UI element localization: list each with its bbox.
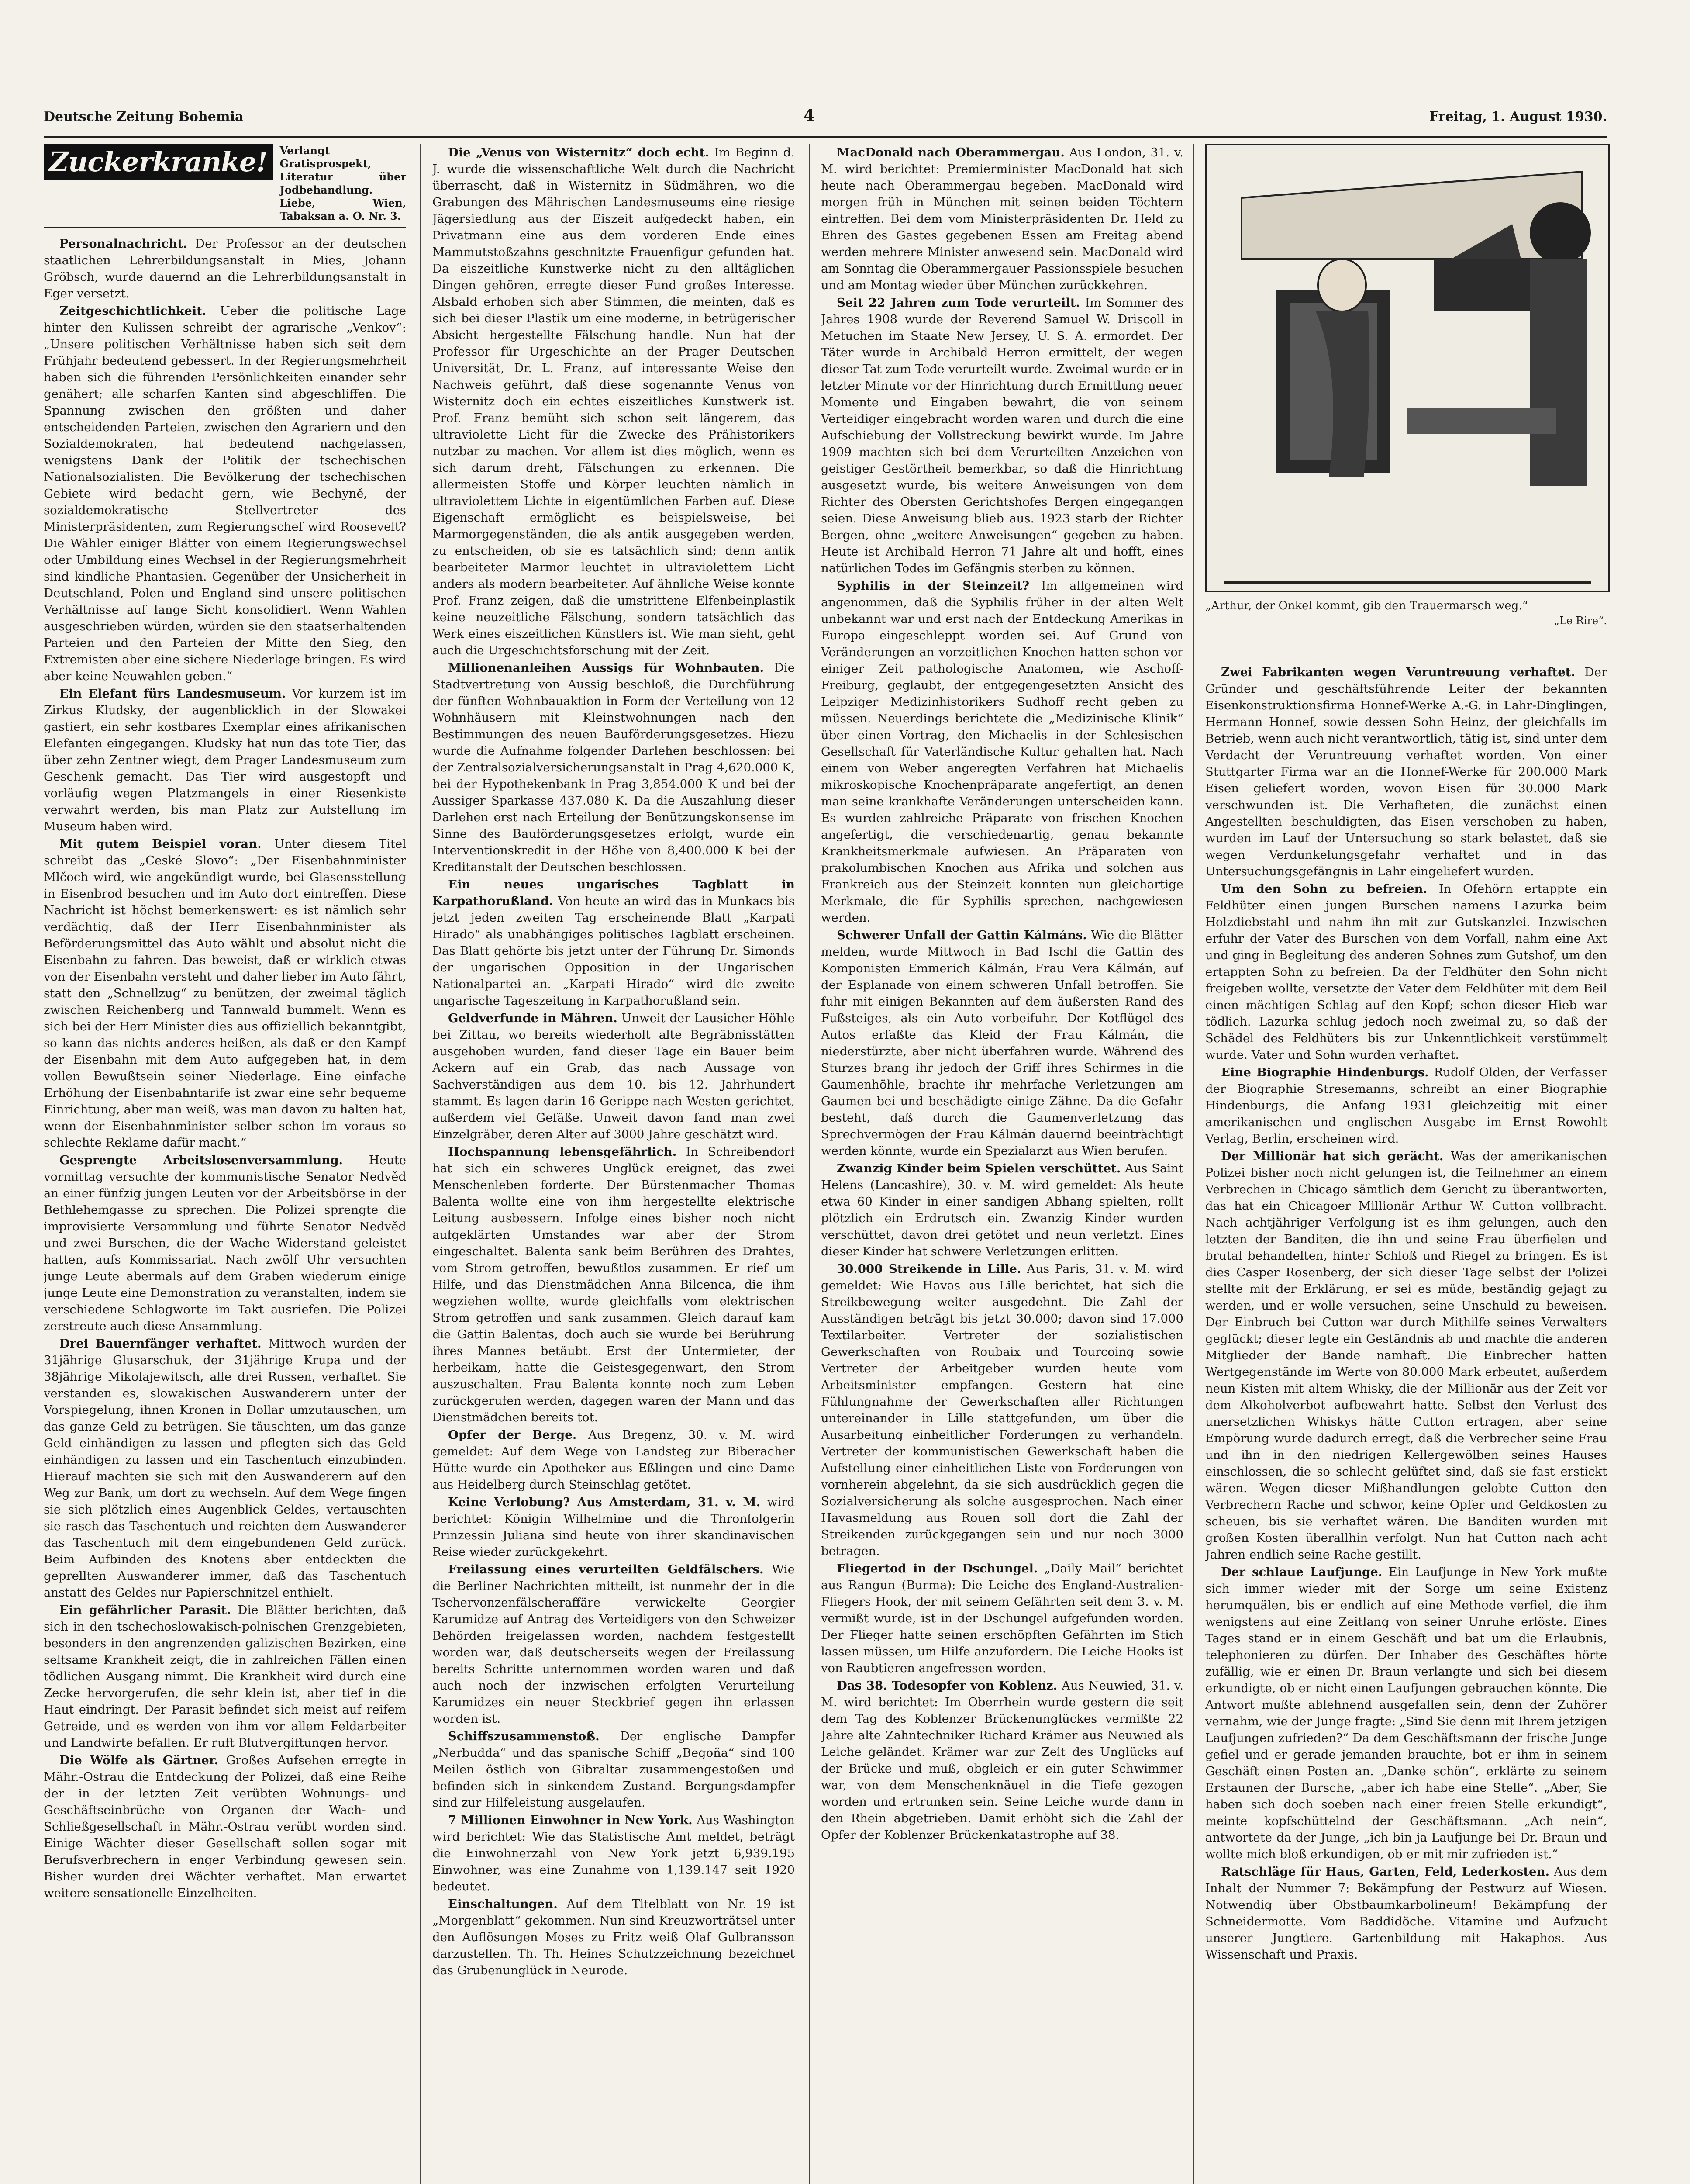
article-headline: Seit 22 Jahren zum Tode verurteilt. [837, 296, 1080, 310]
article [1205, 1564, 1607, 1863]
article [44, 1602, 406, 1751]
article-headline: Zeitgeschichtlichkeit. [59, 304, 207, 318]
article [821, 144, 1183, 294]
article-body: Unter diesem Titel schreibt das „Ceské Slovo“: „Der Eisenbahnminister Mlčoch wird, wie angekündigt wurde, bei Glasensstellung in Eisenbrod besuchen und im Auto dort eintreffen. Diese Nachricht ist höchst bemerkenswert: es ist nämlich sehr verdächtig, daß der Herr Eisenbahnminister als Beförderungsmittel das Auto wählt und absolut nicht die Eisenbahn zu fahren. Das beweist, daß er wirklich etwas von der Eisenbahn versteht und daher lieber im Auto fährt, statt den „Schnellzug“ zu benützen, der zweimal täglich zwischen Reichenberg und Tannwald bummelt. Wenn es sich bei der Herr Minister dies aus offiziellich bekanntgibt, so kann das nichts anderes heißen, als daß er den Kampf der Eisenbahn mit dem Auto aufgegeben hat, in dem vollen Bewußtsein seiner Niederlage. Eine einfache Erhöhung der Eisenbahntarife ist zwar eine sehr bequeme Einrichtung, aber man weiß, was man davon zu halten hat, wenn der Eisenbahnminister selber schon im voraus so schlechte Reklame dafür macht.“ [44, 837, 406, 1150]
article-body: Der englische Dampfer „Nerbudda“ und das spanische Schiff „Begoña“ sind 100 Meilen östlich von Gibraltar zusammengestoßen und befinden sich in sinkendem Zustand. Bergungsdampfer sind zur Hilfeleistung ausgelaufen. [432, 1729, 795, 1810]
caption-text: „Arthur, der Onkel kommt, gib den Trauermarsch weg.“ [1205, 599, 1528, 612]
article-body: Was der amerikanischen Polizei bisher noch nicht gelungen ist, die Teilnehmer an einem Verbrechen in Chicago sämtlich dem Gericht zu überantworten, das hat ein Chicagoer Millionär Arthur W. Cutton vollbracht. Nach achtjähriger Verfolgung ist es ihm gelungen, auch den letzten der Banditen, die ihn und seine Frau überfielen und brutal behandelten, hinter Schloß und Riegel zu bringen. Es ist dies Casper Rosenberg, der sich dieser Tage selbst der Polizei stellte mit der Erklärung, er sei es müde, beständig gejagt zu werden, und er wolle versuchen, seine Unschuld zu beweisen. Der Einbruch bei Cutton war durch Mithilfe seines Verwalters geglückt; dieser legte ein Geständnis ab und machte die anderen Mitglieder der Bande namhaft. Die Einbrecher hatten Wertgegenstände im Werte von 80.000 Mark erbeutet, außerdem neun Kisten mit altem Whisky, die der Millionär aus der Zeit vor dem Alkoholverbot aufbewahrt hatte. Selbst den Verlust des unersetzlichen Whiskys hätte Cutton ertragen, aber seine Empörung wurde dadurch erregt, daß die Verbrecher seine Frau und ihn in den niedrigen Kellergewölben seines Hauses einschlossen, die so schlecht gelüftet sind, daß sie fast erstickt wären. Wegen dieser Mißhandlungen gelobte Cutton den Verbrechern Rache und schwor, keine Opfer und Geldkosten zu scheuen, bis sie verhaftet wären. Die Banditen wurden mit großen Kosten überallhin verfolgt. Nun hat Cutton nach acht Jahren endlich seine Rache gestillt. [1205, 1149, 1607, 1562]
article-body: Der Professor an der deutschen staatlichen Lehrerbildungsanstalt in Mies, Johann Gröbsch, wurde dauernd an die Lehrerbildungsanstalt in Eger versetzt. [44, 237, 406, 301]
article-body: Im Beginn d. J. wurde die wissenschaftliche Welt durch die Nachricht überrascht, daß in Wisternitz in Südmähren, wo die Grabungen des Mährischen Landesmuseums eine riesige Jägersiedlung aus der Eiszeit aufgedeckt haben, ein Privatmann eine aus dem vorderen Ende eines Mammutstoßzahns geschnitzte Frauenfigur gefunden hat. Da eiszeitliche Kunstwerke nicht zu den alltäglichen Dingen gehören, erregte dieser Fund großes Interesse. Alsbald erhoben sich aber Stimmen, die meinten, daß es sich bei dieser Plastik um eine moderne, in betrügerischer Absicht hergestellte Fälschung handle. Nun hat der Professor für Urgeschichte an der Prager Deutschen Universität, Dr. L. Franz, auf interessante Weise den Nachweis geführt, daß diese sogenannte Venus von Wisternitz doch ein echtes eiszeitliches Kunstwerk ist. Prof. Franz bemüht sich schon seit längerem, das ultraviolette Licht für die Zwecke des Prähistorikers nutzbar zu machen. Vor allem ist dies möglich, wenn es sich darum dreht, Fälschungen zu erkennen. Die allermeisten Stoffe und Körper leuchten nämlich in ultraviolettem Lichte in eigentümlichen Farben auf. Diese Eigenschaft ermöglicht es beispielsweise, bei Marmorgegenständen, die als antik ausgegeben werden, zu entscheiden, ob sie es tatsächlich sind; denn antik bearbeiteter Marmor leuchtet in ultraviolettem Licht anders als modern bearbeiteter. Auf ähnliche Weise konnte Prof. Franz zeigen, daß die umstrittene Elfenbeinplastik keine neuzeitliche Fälschung, sondern tatsächlich das Werk eines eiszeitlichen Künstlers ist. Wie man sieht, geht auch die Urgeschichtsforschung mit der Zeit. [432, 145, 795, 657]
article [1205, 1863, 1607, 1963]
article-body: Auf dem Titelblatt von Nr. 19 ist „Morgenblatt“ gekommen. Nun sind Kreuzworträtsel unter den Auflösungen Moses zu Fritz weiß Olaf Gulbransson darzustellen. Th. Th. Heines Schutzzeichnung bezeichnet das Grubenunglück in Neurode. [432, 1897, 795, 1977]
article-body: Aus Washington wird berichtet: Wie das Statistische Amt meldet, beträgt die Einwohnerzahl von New York jetzt 6,939.195 Einwohner, was eine Zunahme von 1,139.147 seit 1920 bedeutet. [432, 1813, 795, 1894]
article-headline: Einschaltungen. [448, 1897, 558, 1911]
article-headline: Zwei Fabrikanten wegen Veruntreuung verhaftet. [1221, 665, 1575, 679]
article-headline: Schiffszusammenstoß. [448, 1729, 600, 1743]
article [821, 1261, 1183, 1559]
article-body: Ueber die politische Lage hinter den Kulissen schreibt der agrarische „Venkov“: „Unsere politischen Verhältnisse haben sich seit dem Frühjahr bedeutend gebessert. In der Regierungsmehrheit haben sich die führenden Persönlichkeiten einander sehr genähert; alle scharfen Kanten sind abgeschliffen. Die Spannung zwischen den größten und daher entscheidenden Parteien, zwischen den Agrariern und den Sozialdemokraten, hat bedeutend nachgelassen, wenigstens Dank der Politik der tschechischen Nationalsozialisten. Die Bevölkerung der tschechischen Gebiete wird bedacht gern, wie Bechyně, der sozialdemokratische Stellvertreter des Ministerpräsidenten, zum Regierungschef wird Roosevelt? Die Wähler einiger Blätter von einem Regierungswechsel oder Umbildung eines Wechsel in der Regierungsmehrheit sind kindliche Phantasien. Gegenüber der Unsicherheit in Deutschland, Polen und England sind unsere politischen Verhältnisse auf lange Sicht konsolidiert. Wenn Wahlen ausgeschrieben würden, würden sie den staatserhaltenden Parteien und den Parteien der Mitte den Sieg, den Extremisten aber eine sichere Niederlage bringen. Es wird aber keine Neuwahlen geben.“ [44, 304, 406, 683]
article-body: Unweit der Lausicher Höhle bei Zittau, wo bereits wiederholt alte Begräbnisstätten ausgehoben wurden, fand dieser Tage ein Bauer beim Ackern auf ein Grab, das nach Aussage von Sachverständigen aus dem 10. bis 12. Jahrhundert stammt. Es lagen darin 16 Gerippe nach Westen gerichtet, außerdem viel Gefäße. Unweit davon fand man zwei Einzelgräber, deren Alter auf 3000 Jahre geschätzt wird. [432, 1011, 795, 1141]
article-body: Mittwoch wurden der 31jährige Glusarschuk, der 31jährige Krupa und der 38jährige Mikolajewitsch, alle drei Russen, verhaftet. Sie verstanden es, slowakischen Auswanderern unter der Vorspiegelung, ihnen Kronen in Dollar umzutauschen, um das ganze Geld zu betrügen. Sie täuschten, um das ganze Geld einhändigen zu lassen und pflegten sich das Geld einhändigen zu lassen und ein Taschentuch einzubinden. Hierauf machten sie sich mit den Auswanderern auf den Weg zur Bank, um dort zu wechseln. Auf dem Wege fingen sie sich plötzlich eines Augenblick Geldes, vertauschten sie rasch das Taschentuch und reichten dem Auswanderer das Taschentuch mit dem eingebundenen Geld zurück. Beim Aufbinden des Knotens aber entdeckten die geprellten Auswanderer immer, daß das Taschentuch anstatt des Geldes nur Papierschnitzel enthielt. [44, 1337, 406, 1600]
article [821, 1560, 1183, 1676]
ad-brand: Zuckerkranke! [44, 144, 273, 180]
column-divider [420, 144, 421, 2184]
article-body: Rudolf Olden, der Verfasser der Biographie Stresemanns, schreibt an einer Biographie Hindenburgs, die Anfang 1931 gleichzeitig mit einer amerikanischen und englischen Ausgabe im Ernst Rowohlt Verlag, Berlin, erscheinen wird. [1205, 1065, 1607, 1146]
article-body: Ein Laufjunge in New York mußte sich immer wieder mit der Sorge um seine Existenz herumquälen, bis er endlich auf eine Methode verfiel, die ihm wenigstens auf eine Zeitlang von seiner Unruhe erlöste. Eines Tages stand er in einem Geschäft und bat um die Erlaubnis, telephonieren zu dürfen. Der Inhaber des Geschäftes hörte zufällig, wie er einen Dr. Braun verlangte und sich bei diesem erkundigte, ob er nicht einen Laufjungen gebrauchen könnte. Die Antwort mußte ablehnend ausgefallen sein, denn der Zuhörer vernahm, wie der Junge fragte: „Sind Sie denn mit Ihrem jetzigen Laufjungen zufrieden?“ Da dem Geschäftsmann der frische Junge gefiel und er gerade jemanden brauchte, bot er ihm in seinem Geschäft einen Posten an. „Danke schön“, erklärte zu seinem Erstaunen der Bursche, „aber ich habe eine Stelle“. „Aber, Sie haben sich doch soeben nach einer freien Stelle erkundigt“, meinte kopfschüttelnd der Geschäftsmann. „Ach nein“, antwortete da der Junge, „ich bin ja Laufjunge bei Dr. Braun und wollte mich bloß erkundigen, ob er mit mir zufrieden ist.“ [1205, 1565, 1607, 1861]
article-body: Im Sommer des Jahres 1908 wurde der Reverend Samuel W. Driscoll in Metuchen im Staate New Jersey, U. S. A. ermordet. Der Täter wurde in Archibald Herron ermittelt, der wegen dieser Tat zum Tode verurteilt wurde. Zweimal wurde er in letzter Minute vor der Hinrichtung durch Ermittlung neuer Momente und Eingaben bewahrt, die von seinem Verteidiger eingebracht worden waren und durch die eine Aufschiebung der Vollstreckung bewirkt wurde. Im Jahre 1909 machten sich bei dem Verurteilten Anzeichen von geistiger Gestörtheit bemerkbar, so daß die Hinrichtung ausgesetzt wurde, bis weitere Anweisungen von dem Richter des Obersten Gerichtshofes Bergen eingegangen seien. Diese Anweisung blieb aus. 1923 starb der Richter Bergen, ohne „weitere Anweisungen“ gegeben zu haben. Heute ist Archibald Herron 71 Jahre alt und hofft, eines natürlichen Todes im Gefängnis sterben zu können. [821, 296, 1183, 575]
cartoon-caption [1205, 598, 1607, 628]
article-headline: Personalnachricht. [59, 237, 187, 251]
article-headline: Das 38. Todesopfer von Koblenz. [837, 1679, 1058, 1693]
article [432, 1494, 795, 1560]
article [44, 1335, 406, 1601]
article-body: Aus London, 31. v. M. wird berichtet: Premierminister MacDonald hat sich heute nach Oberammergau begeben. MacDonald wird morgen früh in München mit seinen beiden Töchtern eintreffen. Bei dem vom Ministerpräsidenten Dr. Held zu Ehren des Gastes gegebenen Essen am Freitag abend werden mehrere Minister anwesend sein. MacDonald wird am Sonntag die Oberammergauer Passionsspiele besuchen und am Montag wieder über München zurückkehren. [821, 145, 1183, 292]
paper-name: Deutsche Zeitung Bohemia [44, 109, 244, 124]
article-body: Aus Saint Helens (Lancashire), 30. v. M. wird gemeldet: Als heute etwa 60 Kinder in einer sandigen Abhang spielten, rollt plötzlich ein Erdrutsch ein. Zwanzig Kinder wurden verschüttet, davon drei getötet und neun verletzt. Eines dieser Kinder hat schwere Verletzungen erlitten. [821, 1161, 1183, 1258]
article [821, 294, 1183, 577]
article-headline: Opfer der Berge. [448, 1428, 577, 1442]
article [432, 1812, 795, 1895]
article-body: Der Gründer und geschäftsführende Leiter der bekannten Eisenkonstruktionsfirma Honnef-Werke A.-G. in Lahr-Dinglingen, Hermann Honnef, sowie dessen Sohn Heinz, der gleichfalls im Betrieb, wenn auch nicht verantwortlich, tätig ist, sind unter dem Verdacht der Veruntreuung verhaftet worden. Von einer Stuttgarter Firma war an die Honnef-Werke für 200.000 Mark Eisen geliefert worden, wovon Eisen für 30.000 Mark verschwunden ist. Die Verhafteten, die zunächst einen Angestellten beschuldigten, das Eisen verschoben zu haben, wurden im Lauf der Untersuchung so stark belastet, daß sie wegen Verdunkelungsgefahr verhaftet und in das Untersuchungsgefängnis in Lahr eingeliefert wurden. [1205, 665, 1607, 878]
newspaper-page [44, 100, 1607, 2184]
article-headline: Geldverfunde in Mähren. [448, 1011, 617, 1025]
column-3 [821, 144, 1183, 2184]
article-headline: Fliegertod in der Dschungel. [837, 1562, 1038, 1576]
column-divider [1193, 144, 1194, 2184]
article-headline: Mit gutem Beispiel voran. [59, 837, 262, 851]
article-body: Von heute an wird das in Munkacs bis jetzt jeden zweiten Tag erscheinende Blatt „Karpati Hirado“ als unabhängiges politisches Tagblatt erscheinen. Das Blatt gehörte bis jetzt unter der Führung Dr. Simonds der ungarischen Opposition in der Ungarischen Nationalpartei an. „Karpati Hirado“ wird die zweite ungarische Tageszeitung in Karpathorußland sein. [432, 894, 795, 1008]
article-headline: Eine Biographie Hindenburgs. [1221, 1065, 1429, 1079]
article-headline: Die Wölfe als Gärtner. [59, 1753, 219, 1767]
article-body: Die Blätter berichten, daß sich in den tschechoslowakisch-polnischen Grenzgebieten, besonders in den angrenzenden galizischen Bezirken, eine seltsame Krankheit zeigt, die in zahlreichen Fällen einen tödlichen Ausgang nimmt. Die Krankheit wird durch eine Zecke hervorgerufen, die sehr klein ist, aber tief in die Haut eindringt. Der Parasit befindet sich meist auf reifem Getreide, und es werden von ihm vor allem Feldarbeiter und Landwirte befallen. Er ruft Blutvergiftungen hervor. [44, 1603, 406, 1750]
column-divider [809, 144, 810, 2184]
article [821, 927, 1183, 1159]
article [1205, 1064, 1607, 1147]
article-headline: Um den Sohn zu befreien. [1221, 882, 1428, 896]
article-headline: Ein gefährlicher Parasit. [59, 1603, 231, 1617]
article-headline: Der schlaue Laufjunge. [1221, 1565, 1383, 1579]
article [44, 685, 406, 835]
article [44, 1152, 406, 1334]
article-body: In Schreibendorf hat sich ein schweres Unglück ereignet, das zwei Menschenleben forderte. Der Bürstenmacher Thomas Balenta wollte eine von ihm hergestellte elektrische Leitung ausbessern. Infolge eines bisher noch nicht aufgeklärten Umstandes war aber der Strom eingeschaltet. Balenta sank beim Berühren des Drahtes, vom Strom getroffen, bewußtlos zusammen. Er rief um Hilfe, und das Dienstmädchen Anna Bilcenca, die ihm wegziehen wollte, wurde gleichfalls vom elektrischen Strom getroffen und sank zusammen. Gleich darauf kam die Gattin Balentas, doch auch sie wurde bei Berührung ihres Mannes betäubt. Erst der Untermieter, der herbeikam, hatte die Geistesgegenwart, den Strom auszuschalten. Frau Balenta konnte noch zum Leben zurückgerufen werden, dagegen waren der Mann und das Dienstmädchen bereits tot. [432, 1145, 795, 1424]
article [821, 577, 1183, 926]
article-headline: 7 Millionen Einwohner in New York. [448, 1813, 693, 1827]
article [44, 836, 406, 1151]
article [44, 1752, 406, 1901]
article [1205, 1148, 1607, 1563]
article-headline: 30.000 Streikende in Lille. [837, 1262, 1021, 1276]
article-headline: Gesprengte Arbeitslosenversammlung. [59, 1153, 343, 1167]
article-body: Wie die Berliner Nachrichten mitteilt, ist nunmehr der in die Tschervonzenfälscheraffäre verwickelte Georgier Karumidze auf Antrag des Verteidigers von den Schweizer Behörden freigelassen worden, nachdem festgestellt worden war, daß deutscherseits wegen der Freilassung bereits Schritte unternommen worden waren und daß auch noch der inzwischen erfolgten Verurteilung Karumidzes ein neuer Steckbrief gegen ihn erlassen worden ist. [432, 1562, 795, 1726]
article-headline: Freilassung eines verurteilten Geldfälschers. [448, 1562, 764, 1576]
column-4 [1205, 664, 1607, 2184]
page-number: 4 [804, 107, 815, 125]
article-headline: Die „Venus von Wisternitz“ doch echt. [448, 145, 709, 159]
article [432, 1010, 795, 1143]
article-headline: Der Millionär hat sich gerächt. [1221, 1149, 1444, 1163]
article-headline: Ein Elefant fürs Landesmuseum. [59, 687, 286, 701]
article [432, 1561, 795, 1727]
article-headline: Syphilis in der Steinzeit? [837, 579, 1030, 593]
article-headline: Zwanzig Kinder beim Spielen verschüttet. [837, 1161, 1121, 1175]
article [432, 1427, 795, 1493]
article-headline: Schwerer Unfall der Gattin Kálmáns. [837, 928, 1087, 942]
article-headline: MacDonald nach Oberammergau. [837, 145, 1065, 159]
article [432, 876, 795, 1009]
cartoon-illustration [1205, 144, 1610, 592]
article [432, 660, 795, 875]
article [44, 235, 406, 302]
article [44, 303, 406, 684]
article-headline: Ein neues ungarisches Tagblatt in Karpathorußland. [432, 878, 795, 908]
article-body: Heute vormittag versuchte der kommunistische Senator Nedvěd an einer fünfzig jungen Leuten vor der Arbeitsbörse in der Bethlehemgasse zu sprechen. Die Polizei sprengte die improvisierte Versammlung und führte Senator Nedvěd und zwei Burschen, die der Wache Widerstand geleistet hatten, aufs Kommissariat. Nach zwölf Uhr versuchten junge Leute abermals auf dem Graben wiederum einige junge Leute eine Demonstration zu veranstalten, indem sie verschiedene Schlagworte im Takt ausriefen. Die Polizei zerstreute auch diese Ansammlung. [44, 1153, 406, 1333]
article-body: Aus Paris, 31. v. M. wird gemeldet: Wie Havas aus Lille berichtet, hat sich die Streikbewegung weiter ausgedehnt. Die Zahl der Ausständigen beträgt bis jetzt 30.000; davon sind 17.000 Textilarbeiter. Vertreter der sozialistischen Gewerkschaften von Roubaix und Tourcoing sowie Vertreter der Arbeitgeber wurden heute vom Arbeitsminister empfangen. Gestern hat eine Fühlungnahme der Gewerkschaften aller Richtungen untereinander in Lille stattgefunden, um über die Ausarbeitung einheitlicher Forderungen zu verhandeln. Vertreter der kommunistischen Gewerkschaft haben die Aufstellung einer einheitlichen Liste von Forderungen von vornherein abgelehnt, da sie sich ausdrücklich gegen die Sozialversicherung als solche ausgesprochen. Nach einer Havasmeldung aus Rouen soll dort die Zahl der Streikenden zurückgegangen sein und nur noch 3000 betragen. [821, 1262, 1183, 1558]
article-body: Wie die Blätter melden, wurde Mittwoch in Bad Ischl die Gattin des Komponisten Emmerich Kálmán, Frau Vera Kálmán, auf der Esplanade von einem schweren Unfall betroffen. Sie fuhr mit einigen Bekannten auf dem äußersten Rand des Fußsteiges, als ein Auto vorbeifuhr. Der Kotflügel des Autos erfaßte das Kleid der Frau Kálmán, die niederstürzte, aber nicht überfahren wurde. Während des Sturzes brang ihr jedoch der Griff ihres Schirmes in die Gaumenhöhle, brachte ihr mehrfache Verletzungen am Gaumen bei und beschädigte einige Zähne. Da die Gefahr besteht, daß durch die Gaumenverletzung das Sprechvermögen der Frau Kálmán dauernd beeinträchtigt werden könnte, wurde ein Spezialarzt aus Wien berufen. [821, 928, 1183, 1158]
article-headline: Millionenanleihen Aussigs für Wohnbauten. [448, 661, 764, 675]
advertisement [44, 144, 406, 228]
issue-date: Freitag, 1. August 1930. [1429, 109, 1607, 124]
article [1205, 881, 1607, 1063]
article-body: Im allgemeinen wird angenommen, daß die Syphilis früher in der alten Welt unbekannt war und erst nach der Entdeckung Amerikas in Europa eingeschleppt worden sei. Auf Grund von Veränderungen an vorzeitlichen Knochen hatten schon vor einiger Zeit pathologische Anatomen, wie Aschoff-Freiburg, geglaubt, der entgegengesetzten Ansicht des Leipziger Medizinhistorikers Sudhoff recht geben zu müssen. Neuerdings berichtete die „Medizinische Klinik“ über einen Vortrag, den Michaelis in der Schlesischen Gesellschaft für Vaterländische Kultur gehalten hat. Nach einem von Weber angeregten Verfahren hat Michaelis mikroskopische Knochenpräparate angefertigt, an denen man seine krankhafte Veränderungen unterscheiden kann. Es wurden zahlreiche Präparate von frischen Knochen angefertigt, die verschiedenartig, genau bekannte Krankheitsmerkmale aufwiesen. An Präparaten von prakolumbischen Knochen aus Afrika und solchen aus Frankreich aus der Steinzeit konnten nun gleichartige Merkmale, die für Syphilis sprechen, nachgewiesen werden. [821, 579, 1183, 925]
article-body: Die Stadtvertretung von Aussig beschloß, die Durchführung der fünften Wohnbauaktion in Form der Verteilung von 12 Wohnhäusern mit Kleinstwohnungen nach den Bestimmungen des neuen Bauförderungsgesetzes. Hiezu wurde die Aufnahme folgender Darlehen beschlossen: bei der Zentralsozialversicherungsanstalt in Prag 4,620.000 K, bei der Hypothekenbank in Prag 3,854.000 K und bei der Aussiger Sparkasse 437.080 K. Da die Auszahlung dieser Darlehen erst nach Erteilung der Benützungskonsense im Sinne des Bauförderungsgesetzes erfolgt, wurde ein Interventionskredit in der Höhe von 8,400.000 K bei der Kreditanstalt der Deutschen beschlossen. [432, 661, 795, 874]
article-body: „Daily Mail“ berichtet aus Rangun (Burma): Die Leiche des England-Australien-Fliegers Hook, der mit seinem Gefährten seit dem 3. v. M. vermißt wurde, ist in der Dschungel aufgefunden worden. Der Flieger hatte seinen erschöpften Gefährten im Stich lassen müssen, um Hilfe anzufordern. Die Leiche Hooks ist von Raubtieren angefressen worden. [821, 1562, 1183, 1675]
article-body: Vor kurzem ist im Zirkus Kludsky, der augenblicklich in der Slowakei gastiert, ein sehr kostbares Exemplar eines afrikanischen Elefanten eingegangen. Kludsky hat nun das tote Tier, das über zehn Zentner wiegt, dem Prager Landesmuseum zum Geschenk gemacht. Das Tier wird ausgestopft und vorläufig wegen Platzmangels in einer Riesenkiste verwahrt werden, bis man Platz zur Aufstellung im Museum haben wird. [44, 687, 406, 833]
column-2 [432, 144, 795, 2184]
article [821, 1160, 1183, 1260]
article-body: Aus Bregenz, 30. v. M. wird gemeldet: Auf dem Wege von Landsteg zur Biberacher Hütte wurde ein Apotheker aus Eßlingen und eine Dame aus Heidelberg durch Steinschlag getötet. [432, 1428, 795, 1492]
article-headline: Keine Verlobung? Aus Amsterdam, 31. v. M. [448, 1495, 761, 1509]
article [821, 1677, 1183, 1843]
header-rule [44, 136, 1607, 138]
ad-text: Verlangt Gratisprospekt, Literatur über Jodbehandlung. Liebe, Wien, Tabaksan a. O. Nr. 3. [279, 144, 406, 222]
article [432, 144, 795, 659]
article [1205, 664, 1607, 880]
caption-credit: „Le Rire“. [1554, 615, 1607, 627]
article-body: In Ofehörn ertappte ein Feldhüter einen jungen Burschen namens Lazurka beim Holzdiebstahl und nahm ihn mit zur Gutskanzlei. Inzwischen erfuhr der Vater des Burschen von dem Vorfall, nahm eine Axt und ging in Begleitung des anderen Sohnes zum Gutshof, um den ertappten Sohn zu befreien. Da der Feldhüter den Sohn nicht freigeben wollte, versetzte der Vater dem Feldhüter mit dem Beil einen mächtigen Schlag auf den Kopf; schon dieser Hieb war tödlich. Lazurka schlug jedoch noch zweimal zu, so daß der Schädel des Feldhüters bis zur Unkenntlichkeit verstümmelt wurde. Vater und Sohn wurden verhaftet. [1205, 882, 1607, 1062]
article [432, 1728, 795, 1811]
article-body: Aus Neuwied, 31. v. M. wird berichtet: Im Oberrhein wurde gestern die seit dem Tag des Koblenzer Brückenunglückes vermißte 22 Jahre alte Zahntechniker Richard Krämer aus Neuwied als Leiche geländet. Krämer war zur Zeit des Unglücks auf der Brücke und muß, obgleich er ein guter Schwimmer war, von dem Menschenknäuel in die Tiefe gezogen worden und ertrunken sein. Seine Leiche wurde dann in den Rhein abgetrieben. Damit erhöht sich die Zahl der Opfer der Koblenzer Brückenkatastrophe auf 38. [821, 1679, 1183, 1842]
page-header [44, 100, 1607, 135]
article-body: Großes Aufsehen erregte in Mähr.-Ostrau die Entdeckung der Polizei, daß eine Reihe der in der letzten Zeit verübten Wohnungs- und Geschäftseinbrüche von Organen der Wach- und Schließgesellschaft in Mähr.-Ostrau verübt worden sind. Einige Wächter dieser Gesellschaft sollen sogar mit Berufsverbrechern in enger Verbindung gewesen sein. Bisher wurden drei Wächter verhaftet. Man erwartet weitere sensationelle Einzelheiten. [44, 1753, 406, 1900]
article [432, 1144, 795, 1426]
article-headline: Ratschläge für Haus, Garten, Feld, Lederkosten. [1221, 1865, 1550, 1879]
article [432, 1896, 795, 1979]
article-body: Aus dem Inhalt der Nummer 7: Bekämpfung der Pestwurz auf Wiesen. Notwendig über Obstbaumkarbolineum! Bekämpfung der Schneidermotte. Vom Baddidöche. Vitamine und Aufzucht unserer Jungtiere. Gartenbildung mit Hakaphos. Aus Wissenschaft und Praxis. [1205, 1865, 1607, 1962]
column-1 [44, 144, 406, 2184]
article-body: wird berichtet: Königin Wilhelmine und die Thronfolgerin Prinzessin Juliana sind heute von ihrer skandinavischen Reise wieder zurückgekehrt. [432, 1495, 795, 1559]
article-headline: Drei Bauernfänger verhaftet. [59, 1337, 262, 1351]
article-headline: Hochspannung lebensgefährlich. [448, 1145, 677, 1159]
